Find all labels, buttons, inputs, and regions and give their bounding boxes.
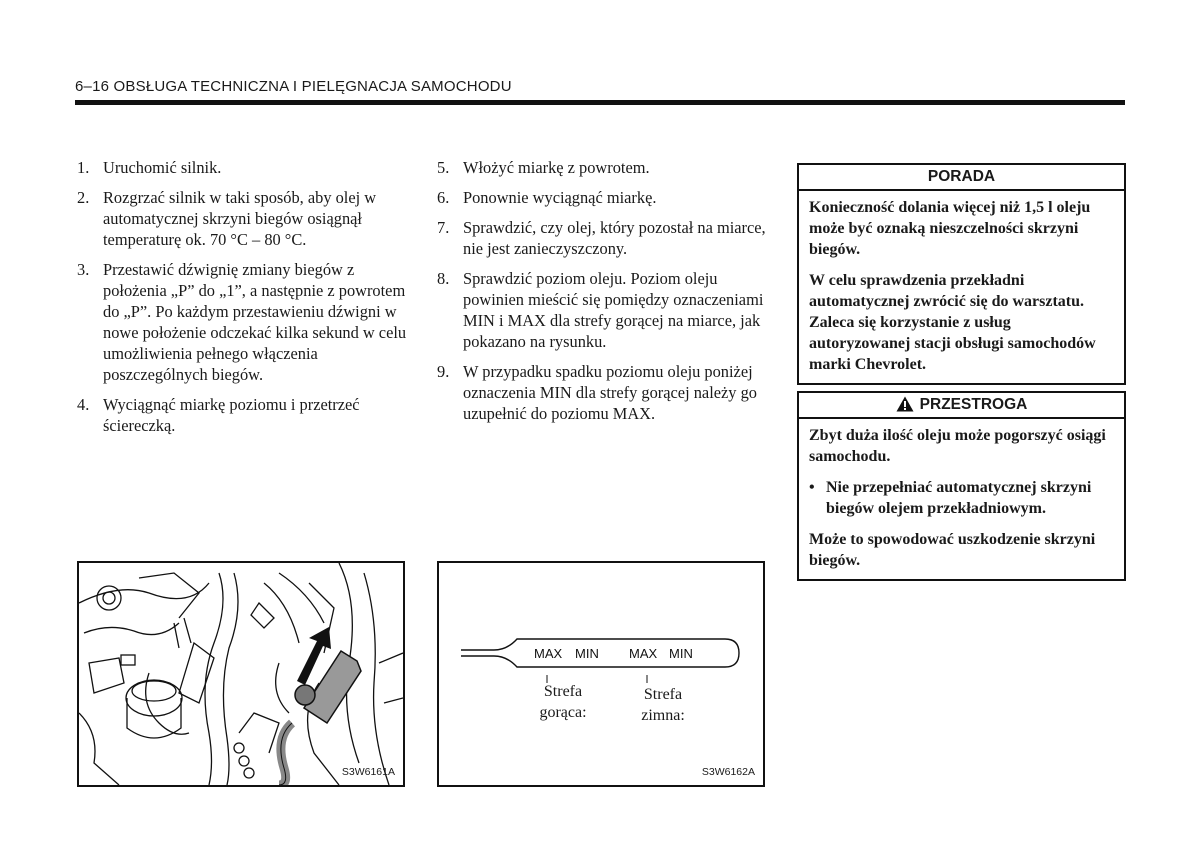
step-number: 4. — [77, 395, 90, 414]
step-text: Przestawić dźwignię zmiany biegów z położenia „P” do „1”, a następnie z powrotem do „P”. Po każdym przestawieniu dźwigni w nowe położenie odczekać kilka sekund w celu umożliwienia pełnego włączenia poszczególnych biegów. — [103, 260, 407, 384]
header-rule — [75, 100, 1125, 105]
step-text: Włożyć miarkę z powrotem. — [463, 158, 650, 177]
step-number: 5. — [437, 158, 450, 177]
steps-column-right — [437, 157, 777, 433]
steps-column-left — [77, 157, 407, 445]
przestroga-title-bar — [799, 393, 1124, 419]
dipstick-mark-max: MAX — [629, 646, 658, 661]
step-number: 3. — [77, 260, 90, 279]
step-item — [77, 187, 407, 250]
step-number: 1. — [77, 158, 90, 177]
bullet-dot-icon: • — [809, 479, 815, 496]
step-item — [437, 157, 777, 178]
dipstick-mark-max: MAX — [534, 646, 563, 661]
porada-paragraph: W celu sprawdzenia przekładni automatycznej zwrócić się do warsztatu. Zaleca się korzystanie z usług autoryzowanej stacji obsługi samochodów marki Chevrolet. — [809, 272, 1096, 373]
engine-bay-dipstick-illustration — [79, 563, 403, 785]
dipstick-outline — [439, 563, 763, 785]
step-item — [437, 217, 777, 259]
step-item — [77, 259, 407, 385]
przestroga-paragraph: Zbyt duża ilość oleju może pogorszyć osiągi samochodu. — [809, 427, 1106, 465]
zone-hot-label: Strefa gorąca: — [539, 683, 587, 721]
zone-cold-label: Strefa zimna: — [641, 686, 685, 724]
step-number: 2. — [77, 188, 90, 207]
przestroga-bullet — [809, 477, 1116, 519]
figure-code: S3W6162A — [701, 766, 755, 778]
figure-engine-bay — [77, 561, 405, 787]
dipstick-mark-min: MIN — [669, 646, 693, 661]
step-item — [437, 361, 777, 424]
step-text: Wyciągnąć miarkę poziomu i przetrzeć ściereczką. — [103, 395, 360, 435]
step-number: 8. — [437, 269, 450, 288]
step-text: Sprawdzić poziom oleju. Poziom oleju powinien mieścić się pomiędzy oznaczeniami MIN i MAX dla strefy gorącej na miarce, jak pokazano na rysunku. — [463, 269, 764, 351]
przestroga-title: PRZESTROGA — [919, 396, 1028, 413]
step-item — [437, 187, 777, 208]
step-item — [77, 157, 407, 178]
przestroga-paragraph: Może to spowodować uszkodzenie skrzyni biegów. — [809, 531, 1096, 569]
step-text: W przypadku spadku poziomu oleju poniżej oznaczenia MIN dla strefy gorącej należy go uzupełnić do poziomu MAX. — [463, 362, 757, 423]
step-number: 9. — [437, 362, 450, 381]
porada-paragraph: Konieczność dolania więcej niż 1,5 l oleju może być oznaką nieszczelności skrzyni biegów. — [809, 199, 1091, 258]
przestroga-box — [797, 391, 1126, 581]
step-item — [77, 394, 407, 436]
step-text: Ponownie wyciągnąć miarkę. — [463, 188, 657, 207]
step-text: Rozgrzać silnik w taki sposób, aby olej w automatycznej skrzyni biegów osiągnął temperaturę ok. 70 °C – 80 °C. — [103, 188, 377, 249]
step-text: Sprawdzić, czy olej, który pozostał na miarce, nie jest zanieczyszczony. — [463, 218, 766, 258]
porada-box — [797, 163, 1126, 385]
page-header: 6–16 OBSŁUGA TECHNICZNA I PIELĘGNACJA SAMOCHODU — [75, 78, 512, 95]
warning-triangle-icon — [896, 396, 914, 420]
step-number: 6. — [437, 188, 450, 207]
porada-title: PORADA — [799, 165, 1124, 191]
step-item — [437, 268, 777, 352]
step-text: Uruchomić silnik. — [103, 158, 222, 177]
figure-code: S3W6161A — [341, 766, 395, 778]
bullet-text: Nie przepełniać automatycznej skrzyni biegów olejem przekładniowym. — [826, 479, 1092, 517]
dipstick-mark-min: MIN — [575, 646, 599, 661]
step-number: 7. — [437, 218, 450, 237]
figure-dipstick-marks — [437, 561, 765, 787]
